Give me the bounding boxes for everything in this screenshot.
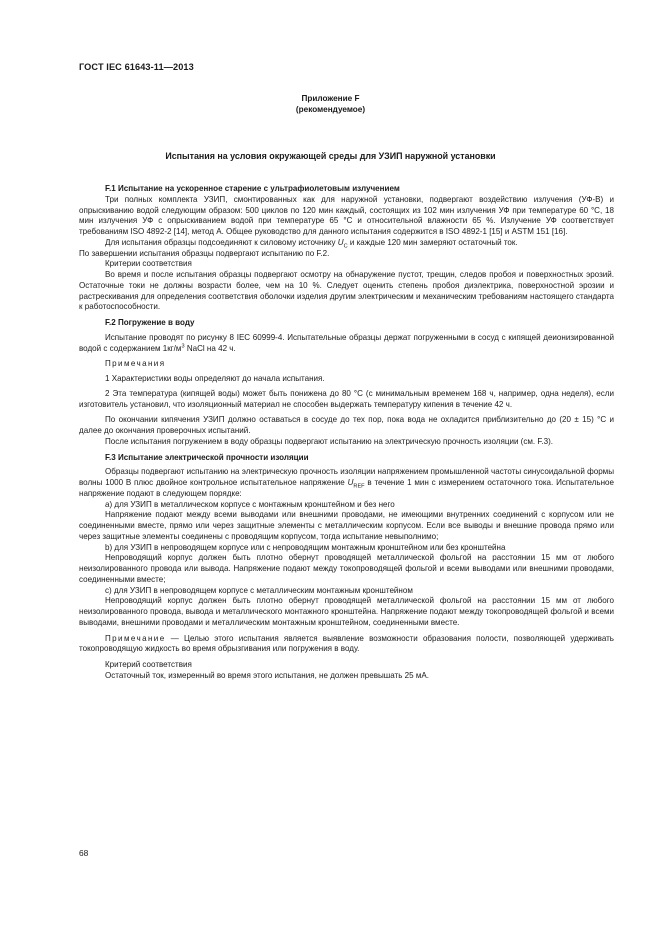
f3-p1-sub: REF (353, 483, 365, 490)
f3-criterion-text: Остаточный ток, измеренный во время этого испытания, не должен превышать 25 мА. (105, 670, 429, 680)
f3-p1-text-a: Образцы подвергают испытанию на электрическую прочность изоляции напряжением промышленной частоты синусоидальной формы волны 1000 В плюс двойное контрольное испытательное напряжение (79, 467, 614, 487)
f3-item-b-text: Непроводящий корпус должен быть плотно обернут проводящей металлической фольгой на расстоянии 15 мм от любого неизолированного провода или вывода. Напряжение подают между токопроводящей фольгой и всеми выводами или внешними проводами, соединенными вместе; (79, 553, 614, 584)
f3-note-label: Примечание (105, 633, 166, 643)
f3-p1-var: U (347, 478, 354, 487)
f1-p2-text-a: Для испытания образцы подсоединяют к силовому источнику (105, 237, 338, 247)
f3-note (79, 634, 614, 656)
f3-p1-text-b: в течение 1 мин с измерением остаточного тока. Испытательное напряжение подают в следующем порядке: (79, 478, 614, 498)
f2-paragraph-3: После испытания погружением в воду образцы подвергают испытанию на электрическую прочность изоляции (см. F.3). (105, 436, 554, 446)
f3-note-text: — Целью этого испытания является выявление возможности образования полости, позволяющей удерживать токопроводящую жидкость во время обрызгивания или погружения в воду. (79, 633, 614, 654)
f2-paragraph-2: По окончании кипячения УЗИП должно оставаться в сосуде до тех пор, пока вода не охладится приблизительно до (20 ± 15) °С и далее до окончания проверочных испытаний. (79, 415, 614, 435)
f1-p2-text-b: и каждые 120 мин замеряют остаточный ток. (347, 237, 518, 247)
f1-p2-sub: C (343, 243, 348, 250)
f3-item-b: b) для УЗИП в непроводящем корпусе или с непроводящим монтажным кронштейном или без кронштейна (105, 542, 506, 552)
document-body (79, 184, 614, 682)
f1-paragraph-3: По завершении испытания образцы подвергают испытанию по F.2. (79, 248, 330, 258)
f2-p1-text-b: NaCl на 42 ч. (184, 343, 236, 353)
f1-p2-var: U (337, 237, 344, 247)
appendix-subtitle: (рекомендуемое) (295, 105, 366, 114)
section-f2-heading: F.2 Погружение в воду (105, 318, 195, 327)
section-f1-heading: F.1 Испытание на ускоренное старение с ультрафиолетовым излучением (105, 184, 400, 193)
appendix-title: Приложение F (301, 94, 360, 103)
f1-paragraph-1: Три полных комплекта УЗИП, смонтированных как для наружной установки, подвергают воздействию излучения (УФ-В) и опрыскиванию водой следующим образом: 500 циклов по 120 мин каждый, состоящих из 102 мин излучения УФ при температуре 60 °С, 18 мин излучения УФ с опрыскиванием водой при температуре 65 °С и относительной влажности 65 %. Излучение УФ соответствует требованиям ISO 4892-2 [14], метод А. Общее руководство для данного испытания содержится в ISO 4892-1 [15] и ASTM 151 [16]. (79, 194, 614, 236)
f2-notes-label: Примечания (105, 359, 166, 369)
page-number: 68 (79, 848, 89, 858)
f3-item-c-text: Непроводящий корпус должен быть плотно обернут проводящей металлической фольгой на расстоянии 15 мм от любого неизолированного провода, вывода и металлического монтажного кронштейна. Напряжение подают между токопроводящей фольгой и всеми выводами, внешними проводами и металлическим монтажным кронштейном, соединенными вместе. (79, 596, 614, 627)
f1-criteria-label: Критерии соответствия (105, 259, 192, 269)
f3-criterion-label: Критерий соответствия (105, 660, 192, 669)
f3-item-a: a) для УЗИП в металлическом корпусе с монтажным кронштейном и без него (105, 499, 395, 509)
f1-paragraph-2 (79, 238, 614, 249)
f2-note-2: 2 Эта температура (кипящей воды) может быть понижена до 80 °С (с минимальным временем 168 ч, например, одна неделя), если изготовитель установил, что изоляционный материал не способен выдержать температуру кипения в течение 42 ч. (79, 388, 614, 409)
f2-paragraph-1 (79, 333, 614, 355)
main-title: Испытания на условия окружающей среды для УЗИП наружной установки (165, 151, 496, 161)
standard-header: ГОСТ IEC 61643-11—2013 (79, 62, 194, 72)
f3-item-c: c) для УЗИП в непроводящем корпусе с металлическим монтажным кронштейном (105, 585, 413, 595)
f2-p1-sup: 3 (181, 342, 185, 349)
f2-note-1: 1 Характеристики воды определяют до начала испытания. (105, 374, 325, 383)
section-f3-heading: F.3 Испытание электрической прочности изоляции (105, 452, 309, 462)
f3-item-a-text: Напряжение подают между всеми выводами или внешними проводами, не имеющими внутренних соединений с корпусом или не соединенными вместе, прямо или через защитные элементы с металлическим корпусом. Если все выводы и внешние провода прямо или через защитные элементы соединены с проводящим корпусом, тогда испытание невыполнимо; (79, 510, 614, 541)
f3-paragraph-1 (79, 467, 614, 499)
f1-paragraph-5: Во время и после испытания образцы подвергают осмотру на обнаружение пустот, трещин, следов пробоя и поверхностных эрозий. Остаточные токи не должны возрасти более, чем на 10 %. Следует оценить степень пробоя диэлектрика, поверхностной эрозии и растрескивания для определения соответствия оболочки изделия другим электрическим и механическим требованиям настоящего стандарта к работоспособности. (79, 270, 614, 312)
f2-p1-text-a: Испытание проводят по рисунку 8 IEC 60999-4. Испытательные образцы держат погруженными в сосуд с кипящей деионизированной водой с содержанием 1кг/м (79, 332, 614, 353)
appendix-heading (0, 93, 661, 115)
